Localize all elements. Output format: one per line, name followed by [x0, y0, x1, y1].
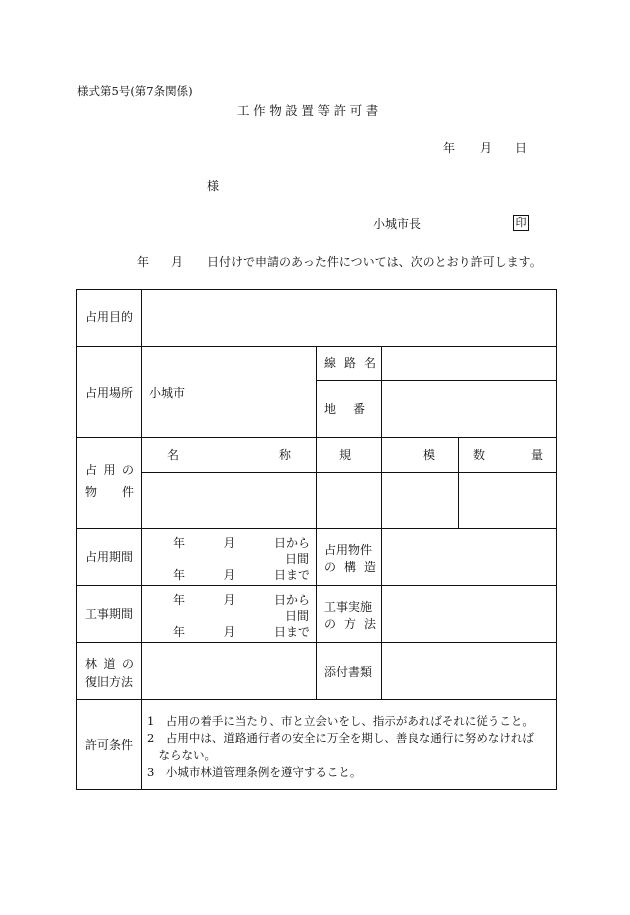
seal-stamp: 印 — [513, 215, 529, 231]
occupancy-period-days: 日間 — [285, 552, 310, 566]
period-column-divider — [316, 528, 317, 699]
intro-text: 日付けで申請のあった件については、次のとおり許可します。 — [207, 255, 542, 269]
lot-number-label: 地 番 — [324, 402, 365, 416]
table-border-right — [556, 289, 557, 790]
issue-date-year: 年 — [443, 141, 456, 155]
work-period-from: 年 月 日から — [173, 593, 310, 607]
object-label-top: 占 用 の — [85, 463, 134, 477]
addressee-suffix: 様 — [207, 179, 220, 193]
form-number: 様式第5号(第7条関係) — [77, 84, 193, 98]
issue-date-day: 日 — [515, 141, 528, 155]
work-period-to: 年 月 日まで — [173, 625, 310, 639]
condition-line: 1 占用の着手に当たり、市と立会いをし、指示があればそれに従うこと。 — [147, 714, 534, 728]
issuer-name: 小城市長 — [373, 217, 422, 231]
location-column-divider — [316, 346, 317, 437]
document-title: 工作物設置等許可書 — [237, 103, 382, 118]
condition-line: 2 占用中は、道路通行者の安全に万全を期し、善良な通行に努めなければ — [147, 731, 534, 745]
object-label-bottom: 物 件 — [85, 485, 134, 499]
table-border-left — [76, 289, 77, 790]
intro-month: 月 — [171, 255, 184, 269]
column-header-scale: 規 模 — [339, 448, 435, 462]
occupancy-period-to: 年 月 日まで — [173, 568, 310, 582]
issue-date-month: 月 — [480, 141, 493, 155]
condition-line: ならない。 — [147, 748, 216, 762]
table-border-top — [76, 289, 557, 290]
column-header-name: 名 称 — [167, 448, 291, 462]
label-column-divider — [141, 289, 142, 790]
purpose-label: 占用目的 — [85, 310, 134, 324]
object-header-divider — [141, 472, 557, 473]
restoration-label-line1: 林 道 の — [85, 657, 134, 671]
work-period-label: 工事期間 — [85, 607, 134, 621]
location-value: 小城市 — [149, 386, 186, 400]
object-column-divider — [458, 437, 459, 528]
work-period-days: 日間 — [285, 609, 310, 623]
sublabel-column-divider — [381, 346, 382, 699]
attachments-label: 添付書類 — [324, 665, 373, 679]
permit-table — [76, 289, 557, 790]
occupancy-structure-label-line1: 占用物件 — [324, 543, 373, 557]
route-name-label: 線 路 名 — [324, 356, 376, 370]
occupancy-period-from: 年 月 日から — [173, 536, 310, 550]
condition-line: 3 小城市林道管理条例を遵守すること。 — [147, 765, 362, 779]
column-header-quantity: 数 量 — [473, 448, 543, 462]
location-inner-divider — [316, 380, 557, 381]
work-method-label-line1: 工事実施 — [324, 600, 373, 614]
intro-sentence — [137, 256, 542, 268]
table-border-bottom — [76, 789, 557, 790]
location-label: 占用場所 — [85, 386, 134, 400]
row-divider — [76, 699, 557, 700]
occupancy-period-label: 占用期間 — [85, 550, 134, 564]
conditions-label: 許可条件 — [85, 738, 134, 752]
work-method-label-line2: の 方 法 — [324, 617, 376, 631]
occupancy-structure-label-line2: の 構 造 — [324, 560, 376, 574]
intro-year: 年 — [137, 255, 150, 269]
object-column-divider — [316, 437, 317, 528]
restoration-label-line2: 復旧方法 — [85, 675, 134, 689]
